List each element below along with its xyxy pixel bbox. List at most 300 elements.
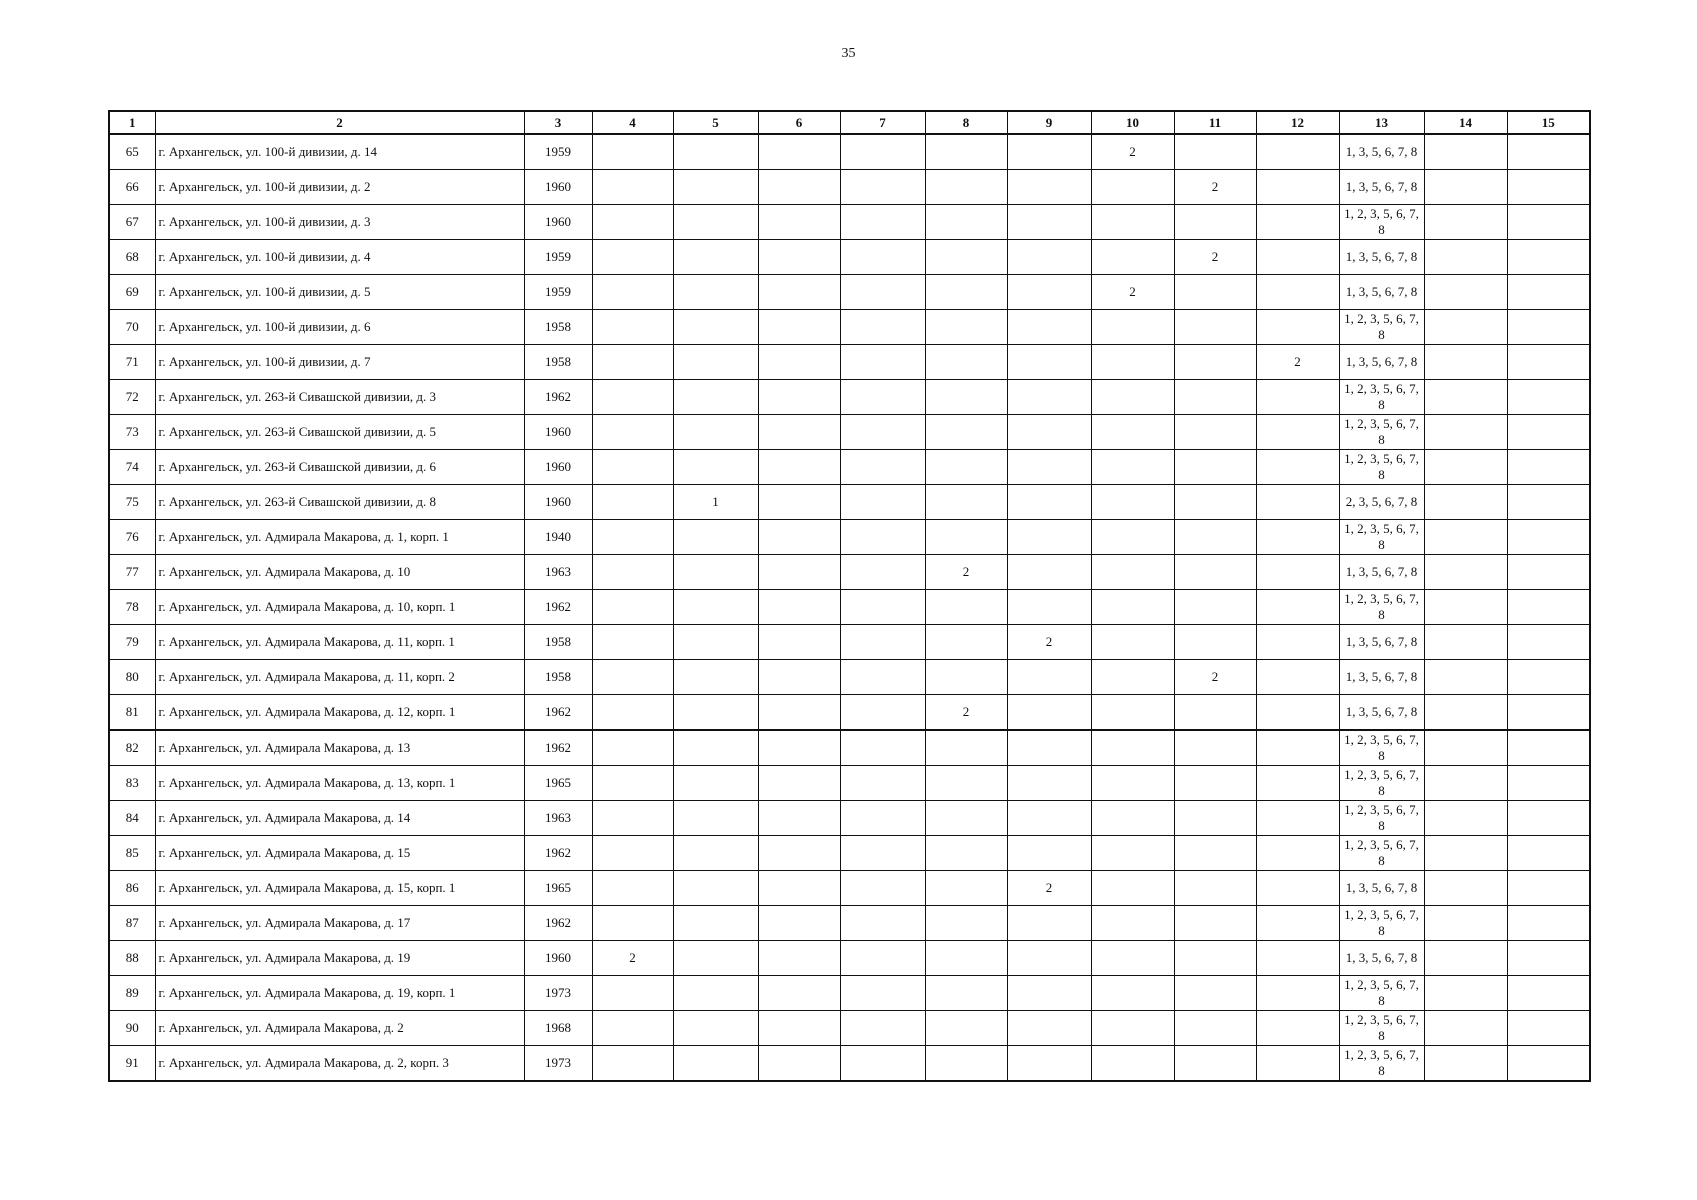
col-6-cell	[758, 730, 840, 766]
col-14-cell	[1424, 660, 1507, 695]
col-14-cell	[1424, 590, 1507, 625]
col-14-cell	[1424, 801, 1507, 836]
col-15-cell	[1507, 134, 1590, 170]
col-8-cell	[925, 240, 1007, 275]
col-15-cell	[1507, 941, 1590, 976]
col-13-cell: 1, 2, 3, 5, 6, 7, 8	[1339, 836, 1424, 871]
col-10-cell	[1091, 590, 1174, 625]
col-4-cell	[592, 275, 673, 310]
year-cell: 1965	[524, 871, 592, 906]
col-14-cell	[1424, 275, 1507, 310]
col-6-cell	[758, 660, 840, 695]
col-8-cell	[925, 450, 1007, 485]
col-11-cell: 2	[1174, 660, 1256, 695]
col-8-cell	[925, 836, 1007, 871]
col-7-cell	[840, 695, 925, 731]
col-6-cell	[758, 906, 840, 941]
col-10-cell	[1091, 976, 1174, 1011]
address-cell: г. Архангельск, ул. Адмирала Макарова, д. 11, корп. 2	[155, 660, 524, 695]
col-7-cell	[840, 275, 925, 310]
row-number-cell: 68	[109, 240, 155, 275]
year-cell: 1958	[524, 660, 592, 695]
col-7-cell	[840, 134, 925, 170]
col-5-cell	[673, 590, 758, 625]
address-cell: г. Архангельск, ул. Адмирала Макарова, д. 10, корп. 1	[155, 590, 524, 625]
column-header-12: 12	[1256, 111, 1339, 134]
col-12-cell	[1256, 1011, 1339, 1046]
col-10-cell	[1091, 520, 1174, 555]
col-11-cell	[1174, 310, 1256, 345]
col-12-cell	[1256, 170, 1339, 205]
address-cell: г. Архангельск, ул. Адмирала Макарова, д. 2	[155, 1011, 524, 1046]
table-row	[109, 275, 1590, 310]
address-cell: г. Архангельск, ул. Адмирала Макарова, д. 19	[155, 941, 524, 976]
col-9-cell	[1007, 240, 1091, 275]
col-5-cell	[673, 275, 758, 310]
col-6-cell	[758, 1046, 840, 1082]
col-15-cell	[1507, 555, 1590, 590]
address-cell: г. Архангельск, ул. Адмирала Макарова, д. 15, корп. 1	[155, 871, 524, 906]
col-8-cell	[925, 625, 1007, 660]
col-7-cell	[840, 450, 925, 485]
col-4-cell	[592, 625, 673, 660]
row-number-cell: 82	[109, 730, 155, 766]
col-12-cell	[1256, 310, 1339, 345]
column-header-14: 14	[1424, 111, 1507, 134]
row-number-cell: 81	[109, 695, 155, 731]
col-10-cell	[1091, 801, 1174, 836]
col-7-cell	[840, 941, 925, 976]
col-8-cell	[925, 380, 1007, 415]
col-15-cell	[1507, 310, 1590, 345]
column-header-10: 10	[1091, 111, 1174, 134]
col-13-cell: 1, 3, 5, 6, 7, 8	[1339, 134, 1424, 170]
col-5-cell	[673, 836, 758, 871]
col-9-cell	[1007, 976, 1091, 1011]
col-13-cell: 1, 3, 5, 6, 7, 8	[1339, 941, 1424, 976]
col-6-cell	[758, 134, 840, 170]
col-11-cell	[1174, 555, 1256, 590]
col-4-cell	[592, 801, 673, 836]
table-row	[109, 906, 1590, 941]
col-5-cell	[673, 766, 758, 801]
row-number-cell: 88	[109, 941, 155, 976]
col-11-cell	[1174, 871, 1256, 906]
col-8-cell	[925, 1011, 1007, 1046]
col-11-cell	[1174, 976, 1256, 1011]
col-14-cell	[1424, 520, 1507, 555]
col-14-cell	[1424, 310, 1507, 345]
col-10-cell	[1091, 450, 1174, 485]
col-14-cell	[1424, 415, 1507, 450]
col-14-cell	[1424, 766, 1507, 801]
col-5-cell	[673, 170, 758, 205]
col-11-cell	[1174, 380, 1256, 415]
col-7-cell	[840, 345, 925, 380]
address-cell: г. Архангельск, ул. Адмирала Макарова, д. 15	[155, 836, 524, 871]
col-12-cell	[1256, 730, 1339, 766]
col-8-cell	[925, 415, 1007, 450]
address-cell: г. Архангельск, ул. 100-й дивизии, д. 6	[155, 310, 524, 345]
col-5-cell	[673, 660, 758, 695]
col-11-cell	[1174, 134, 1256, 170]
col-8-cell	[925, 730, 1007, 766]
col-4-cell	[592, 695, 673, 731]
col-10-cell: 2	[1091, 275, 1174, 310]
col-4-cell	[592, 345, 673, 380]
col-11-cell	[1174, 730, 1256, 766]
col-6-cell	[758, 205, 840, 240]
col-4-cell	[592, 555, 673, 590]
year-cell: 1958	[524, 625, 592, 660]
col-4-cell	[592, 415, 673, 450]
col-9-cell	[1007, 485, 1091, 520]
col-5-cell	[673, 555, 758, 590]
col-13-cell: 1, 3, 5, 6, 7, 8	[1339, 170, 1424, 205]
row-number-cell: 77	[109, 555, 155, 590]
year-cell: 1959	[524, 240, 592, 275]
col-13-cell: 1, 3, 5, 6, 7, 8	[1339, 345, 1424, 380]
row-number-cell: 79	[109, 625, 155, 660]
col-7-cell	[840, 380, 925, 415]
col-12-cell	[1256, 836, 1339, 871]
col-14-cell	[1424, 555, 1507, 590]
table-body	[109, 134, 1590, 1081]
col-8-cell	[925, 1046, 1007, 1082]
row-number-cell: 84	[109, 801, 155, 836]
col-6-cell	[758, 766, 840, 801]
col-8-cell	[925, 976, 1007, 1011]
col-7-cell	[840, 205, 925, 240]
col-7-cell	[840, 976, 925, 1011]
col-10-cell	[1091, 345, 1174, 380]
address-cell: г. Архангельск, ул. 100-й дивизии, д. 3	[155, 205, 524, 240]
col-9-cell	[1007, 695, 1091, 731]
col-8-cell	[925, 485, 1007, 520]
col-10-cell	[1091, 415, 1174, 450]
table-row	[109, 766, 1590, 801]
row-number-cell: 90	[109, 1011, 155, 1046]
col-9-cell	[1007, 941, 1091, 976]
row-number-cell: 67	[109, 205, 155, 240]
col-8-cell	[925, 205, 1007, 240]
column-header-9: 9	[1007, 111, 1091, 134]
col-12-cell	[1256, 906, 1339, 941]
buildings-table	[108, 110, 1591, 1082]
col-14-cell	[1424, 695, 1507, 731]
col-14-cell	[1424, 730, 1507, 766]
col-7-cell	[840, 555, 925, 590]
col-9-cell	[1007, 520, 1091, 555]
col-5-cell	[673, 134, 758, 170]
table-row	[109, 1046, 1590, 1082]
col-9-cell	[1007, 275, 1091, 310]
col-5-cell	[673, 415, 758, 450]
col-12-cell	[1256, 240, 1339, 275]
col-4-cell	[592, 380, 673, 415]
col-15-cell	[1507, 695, 1590, 731]
col-9-cell	[1007, 801, 1091, 836]
col-9-cell	[1007, 730, 1091, 766]
col-14-cell	[1424, 906, 1507, 941]
col-9-cell	[1007, 380, 1091, 415]
col-7-cell	[840, 590, 925, 625]
table-row	[109, 836, 1590, 871]
year-cell: 1968	[524, 1011, 592, 1046]
col-12-cell	[1256, 134, 1339, 170]
col-13-cell: 1, 3, 5, 6, 7, 8	[1339, 240, 1424, 275]
col-9-cell	[1007, 415, 1091, 450]
col-4-cell	[592, 134, 673, 170]
col-15-cell	[1507, 976, 1590, 1011]
col-10-cell	[1091, 485, 1174, 520]
year-cell: 1963	[524, 801, 592, 836]
address-cell: г. Архангельск, ул. Адмирала Макарова, д. 19, корп. 1	[155, 976, 524, 1011]
col-11-cell	[1174, 205, 1256, 240]
col-14-cell	[1424, 836, 1507, 871]
table-row	[109, 801, 1590, 836]
col-6-cell	[758, 941, 840, 976]
col-8-cell	[925, 345, 1007, 380]
year-cell: 1960	[524, 941, 592, 976]
col-11-cell	[1174, 941, 1256, 976]
col-10-cell	[1091, 205, 1174, 240]
col-7-cell	[840, 310, 925, 345]
col-8-cell	[925, 134, 1007, 170]
col-9-cell	[1007, 660, 1091, 695]
year-cell: 1960	[524, 450, 592, 485]
col-12-cell	[1256, 415, 1339, 450]
page-number: 35	[841, 46, 856, 61]
col-7-cell	[840, 1046, 925, 1082]
column-header-11: 11	[1174, 111, 1256, 134]
row-number-cell: 69	[109, 275, 155, 310]
col-5-cell	[673, 871, 758, 906]
col-13-cell: 1, 2, 3, 5, 6, 7, 8	[1339, 520, 1424, 555]
col-11-cell	[1174, 1046, 1256, 1082]
col-10-cell	[1091, 730, 1174, 766]
col-10-cell	[1091, 170, 1174, 205]
col-5-cell	[673, 240, 758, 275]
col-4-cell	[592, 730, 673, 766]
col-12-cell: 2	[1256, 345, 1339, 380]
col-11-cell	[1174, 415, 1256, 450]
col-11-cell	[1174, 766, 1256, 801]
col-5-cell	[673, 976, 758, 1011]
col-13-cell: 1, 2, 3, 5, 6, 7, 8	[1339, 590, 1424, 625]
col-13-cell: 1, 2, 3, 5, 6, 7, 8	[1339, 976, 1424, 1011]
table-row	[109, 310, 1590, 345]
year-cell: 1973	[524, 1046, 592, 1082]
col-12-cell	[1256, 590, 1339, 625]
col-6-cell	[758, 240, 840, 275]
col-11-cell	[1174, 906, 1256, 941]
col-4-cell	[592, 660, 673, 695]
col-12-cell	[1256, 1046, 1339, 1082]
col-13-cell: 1, 2, 3, 5, 6, 7, 8	[1339, 801, 1424, 836]
row-number-cell: 70	[109, 310, 155, 345]
address-cell: г. Архангельск, ул. Адмирала Макарова, д. 11, корп. 1	[155, 625, 524, 660]
col-8-cell	[925, 906, 1007, 941]
col-5-cell	[673, 450, 758, 485]
col-13-cell: 1, 3, 5, 6, 7, 8	[1339, 275, 1424, 310]
col-10-cell	[1091, 766, 1174, 801]
row-number-cell: 65	[109, 134, 155, 170]
col-15-cell	[1507, 660, 1590, 695]
col-4-cell	[592, 520, 673, 555]
col-14-cell	[1424, 170, 1507, 205]
col-9-cell	[1007, 555, 1091, 590]
col-11-cell	[1174, 801, 1256, 836]
col-15-cell	[1507, 240, 1590, 275]
col-11-cell	[1174, 625, 1256, 660]
col-15-cell	[1507, 345, 1590, 380]
col-14-cell	[1424, 345, 1507, 380]
col-5-cell	[673, 801, 758, 836]
year-cell: 1940	[524, 520, 592, 555]
col-6-cell	[758, 380, 840, 415]
col-6-cell	[758, 555, 840, 590]
col-6-cell	[758, 625, 840, 660]
table-row	[109, 380, 1590, 415]
col-9-cell	[1007, 170, 1091, 205]
year-cell: 1973	[524, 976, 592, 1011]
col-7-cell	[840, 520, 925, 555]
column-header-4: 4	[592, 111, 673, 134]
col-6-cell	[758, 695, 840, 731]
col-9-cell	[1007, 906, 1091, 941]
address-cell: г. Архангельск, ул. 263-й Сивашской дивизии, д. 5	[155, 415, 524, 450]
col-15-cell	[1507, 170, 1590, 205]
address-cell: г. Архангельск, ул. Адмирала Макарова, д. 17	[155, 906, 524, 941]
year-cell: 1960	[524, 415, 592, 450]
header-row	[109, 111, 1590, 134]
col-14-cell	[1424, 450, 1507, 485]
col-15-cell	[1507, 906, 1590, 941]
col-4-cell	[592, 836, 673, 871]
row-number-cell: 74	[109, 450, 155, 485]
col-9-cell	[1007, 310, 1091, 345]
col-9-cell	[1007, 345, 1091, 380]
col-10-cell	[1091, 836, 1174, 871]
col-11-cell	[1174, 450, 1256, 485]
col-6-cell	[758, 450, 840, 485]
table-row	[109, 1011, 1590, 1046]
col-15-cell	[1507, 590, 1590, 625]
col-4-cell	[592, 485, 673, 520]
col-8-cell	[925, 766, 1007, 801]
col-10-cell	[1091, 695, 1174, 731]
col-5-cell	[673, 310, 758, 345]
col-14-cell	[1424, 380, 1507, 415]
col-14-cell	[1424, 240, 1507, 275]
table-row	[109, 415, 1590, 450]
col-14-cell	[1424, 871, 1507, 906]
col-5-cell	[673, 941, 758, 976]
col-6-cell	[758, 520, 840, 555]
col-7-cell	[840, 1011, 925, 1046]
address-cell: г. Архангельск, ул. 100-й дивизии, д. 2	[155, 170, 524, 205]
col-5-cell	[673, 205, 758, 240]
col-9-cell	[1007, 836, 1091, 871]
col-11-cell: 2	[1174, 240, 1256, 275]
table-row	[109, 134, 1590, 170]
row-number-cell: 83	[109, 766, 155, 801]
col-12-cell	[1256, 660, 1339, 695]
year-cell: 1962	[524, 906, 592, 941]
year-cell: 1959	[524, 275, 592, 310]
col-7-cell	[840, 730, 925, 766]
col-12-cell	[1256, 380, 1339, 415]
col-6-cell	[758, 170, 840, 205]
col-9-cell	[1007, 590, 1091, 625]
col-15-cell	[1507, 766, 1590, 801]
col-14-cell	[1424, 1011, 1507, 1046]
row-number-cell: 71	[109, 345, 155, 380]
col-11-cell	[1174, 345, 1256, 380]
column-header-8: 8	[925, 111, 1007, 134]
col-15-cell	[1507, 1011, 1590, 1046]
address-cell: г. Архангельск, ул. Адмирала Макарова, д. 2, корп. 3	[155, 1046, 524, 1082]
year-cell: 1958	[524, 345, 592, 380]
row-number-cell: 75	[109, 485, 155, 520]
col-9-cell	[1007, 450, 1091, 485]
col-12-cell	[1256, 520, 1339, 555]
col-8-cell	[925, 170, 1007, 205]
col-12-cell	[1256, 766, 1339, 801]
col-6-cell	[758, 1011, 840, 1046]
col-12-cell	[1256, 871, 1339, 906]
col-8-cell	[925, 660, 1007, 695]
col-15-cell	[1507, 415, 1590, 450]
table-row	[109, 976, 1590, 1011]
row-number-cell: 89	[109, 976, 155, 1011]
year-cell: 1960	[524, 485, 592, 520]
col-4-cell	[592, 871, 673, 906]
col-10-cell	[1091, 240, 1174, 275]
table-row	[109, 450, 1590, 485]
year-cell: 1958	[524, 310, 592, 345]
col-4-cell	[592, 906, 673, 941]
col-11-cell	[1174, 590, 1256, 625]
address-cell: г. Архангельск, ул. 100-й дивизии, д. 4	[155, 240, 524, 275]
col-10-cell: 2	[1091, 134, 1174, 170]
col-10-cell	[1091, 1011, 1174, 1046]
col-6-cell	[758, 836, 840, 871]
address-cell: г. Архангельск, ул. 263-й Сивашской дивизии, д. 6	[155, 450, 524, 485]
col-12-cell	[1256, 976, 1339, 1011]
col-10-cell	[1091, 941, 1174, 976]
col-14-cell	[1424, 1046, 1507, 1082]
col-8-cell	[925, 520, 1007, 555]
row-number-cell: 85	[109, 836, 155, 871]
col-12-cell	[1256, 941, 1339, 976]
col-5-cell	[673, 380, 758, 415]
address-cell: г. Архангельск, ул. 100-й дивизии, д. 14	[155, 134, 524, 170]
col-6-cell	[758, 275, 840, 310]
row-number-cell: 73	[109, 415, 155, 450]
col-12-cell	[1256, 485, 1339, 520]
address-cell: г. Архангельск, ул. Адмирала Макарова, д. 12, корп. 1	[155, 695, 524, 731]
col-6-cell	[758, 310, 840, 345]
col-7-cell	[840, 871, 925, 906]
table-row	[109, 871, 1590, 906]
year-cell: 1962	[524, 836, 592, 871]
col-4-cell	[592, 205, 673, 240]
col-4-cell	[592, 170, 673, 205]
col-5-cell	[673, 625, 758, 660]
col-13-cell: 1, 2, 3, 5, 6, 7, 8	[1339, 1046, 1424, 1082]
